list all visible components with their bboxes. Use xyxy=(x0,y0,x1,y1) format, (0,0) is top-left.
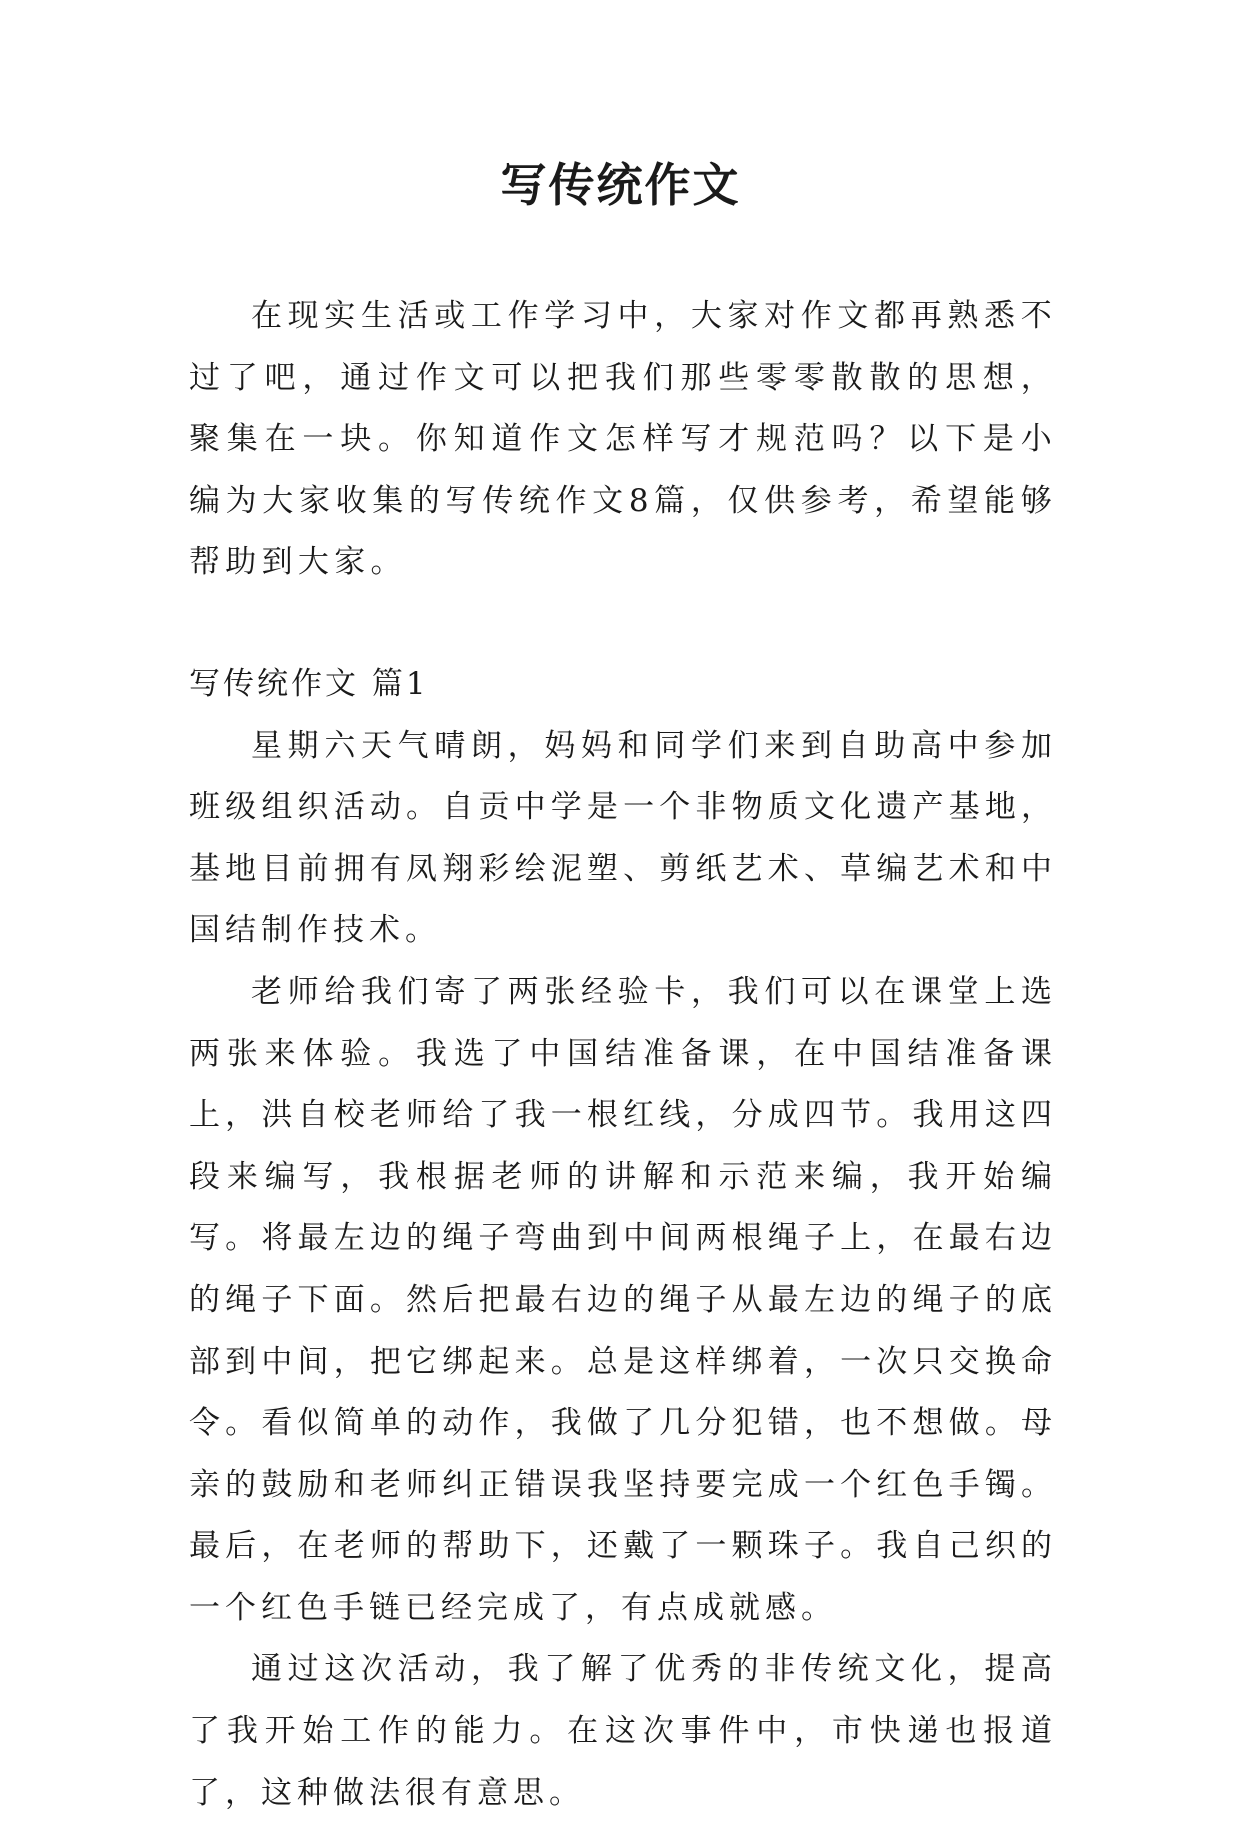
body-paragraph: 老师给我们寄了两张经验卡，我们可以在课堂上选两张来体验。我选了中国结准备课，在中国结准备课上，洪自校老师给了我一根红线，分成四节。我用这四段来编写，我根据老师的讲解和示范来编，我开始编写。将最左边的绳子弯曲到中间两根绳子上，在最右边的绳子下面。然后把最右边的绳子从最左边的绳子的底部到中间，把它绑起来。总是这样绑着，一次只交换命令。看似简单的动作，我做了几分犯错，也不想做。母亲的鼓励和老师纠正错误我坚持要完成一个红色手镯。最后，在老师的帮助下，还戴了一颗珠子。我自己织的一个红色手链已经完成了，有点成就感。 xyxy=(189,973,1057,1626)
body-paragraph: 通过这次活动，我了解了优秀的非传统文化，提高了我开始工作的能力。在这次事件中，市快递也报道了，这种做法很有意思。 xyxy=(189,1651,1057,1811)
document-title: 写传统作文 xyxy=(500,158,741,212)
document-body xyxy=(189,286,1057,1824)
section-heading: 写传统作文 篇1 xyxy=(189,665,429,702)
intro-paragraph: 在现实生活或工作学习中，大家对作文都再熟悉不过了吧，通过作文可以把我们那些零零散散的思想，聚集在一块。你知道作文怎样写才规范吗？以下是小编为大家收集的写传统作文8篇，仅供参考，希望能够帮助到大家。 xyxy=(189,298,1057,581)
body-paragraph: 星期六天气晴朗，妈妈和同学们来到自助高中参加班级组织活动。自贡中学是一个非物质文化遗产基地，基地目前拥有凤翔彩绘泥塑、剪纸艺术、草编艺术和中国结制作技术。 xyxy=(189,727,1057,949)
section-spacer xyxy=(189,594,1057,654)
